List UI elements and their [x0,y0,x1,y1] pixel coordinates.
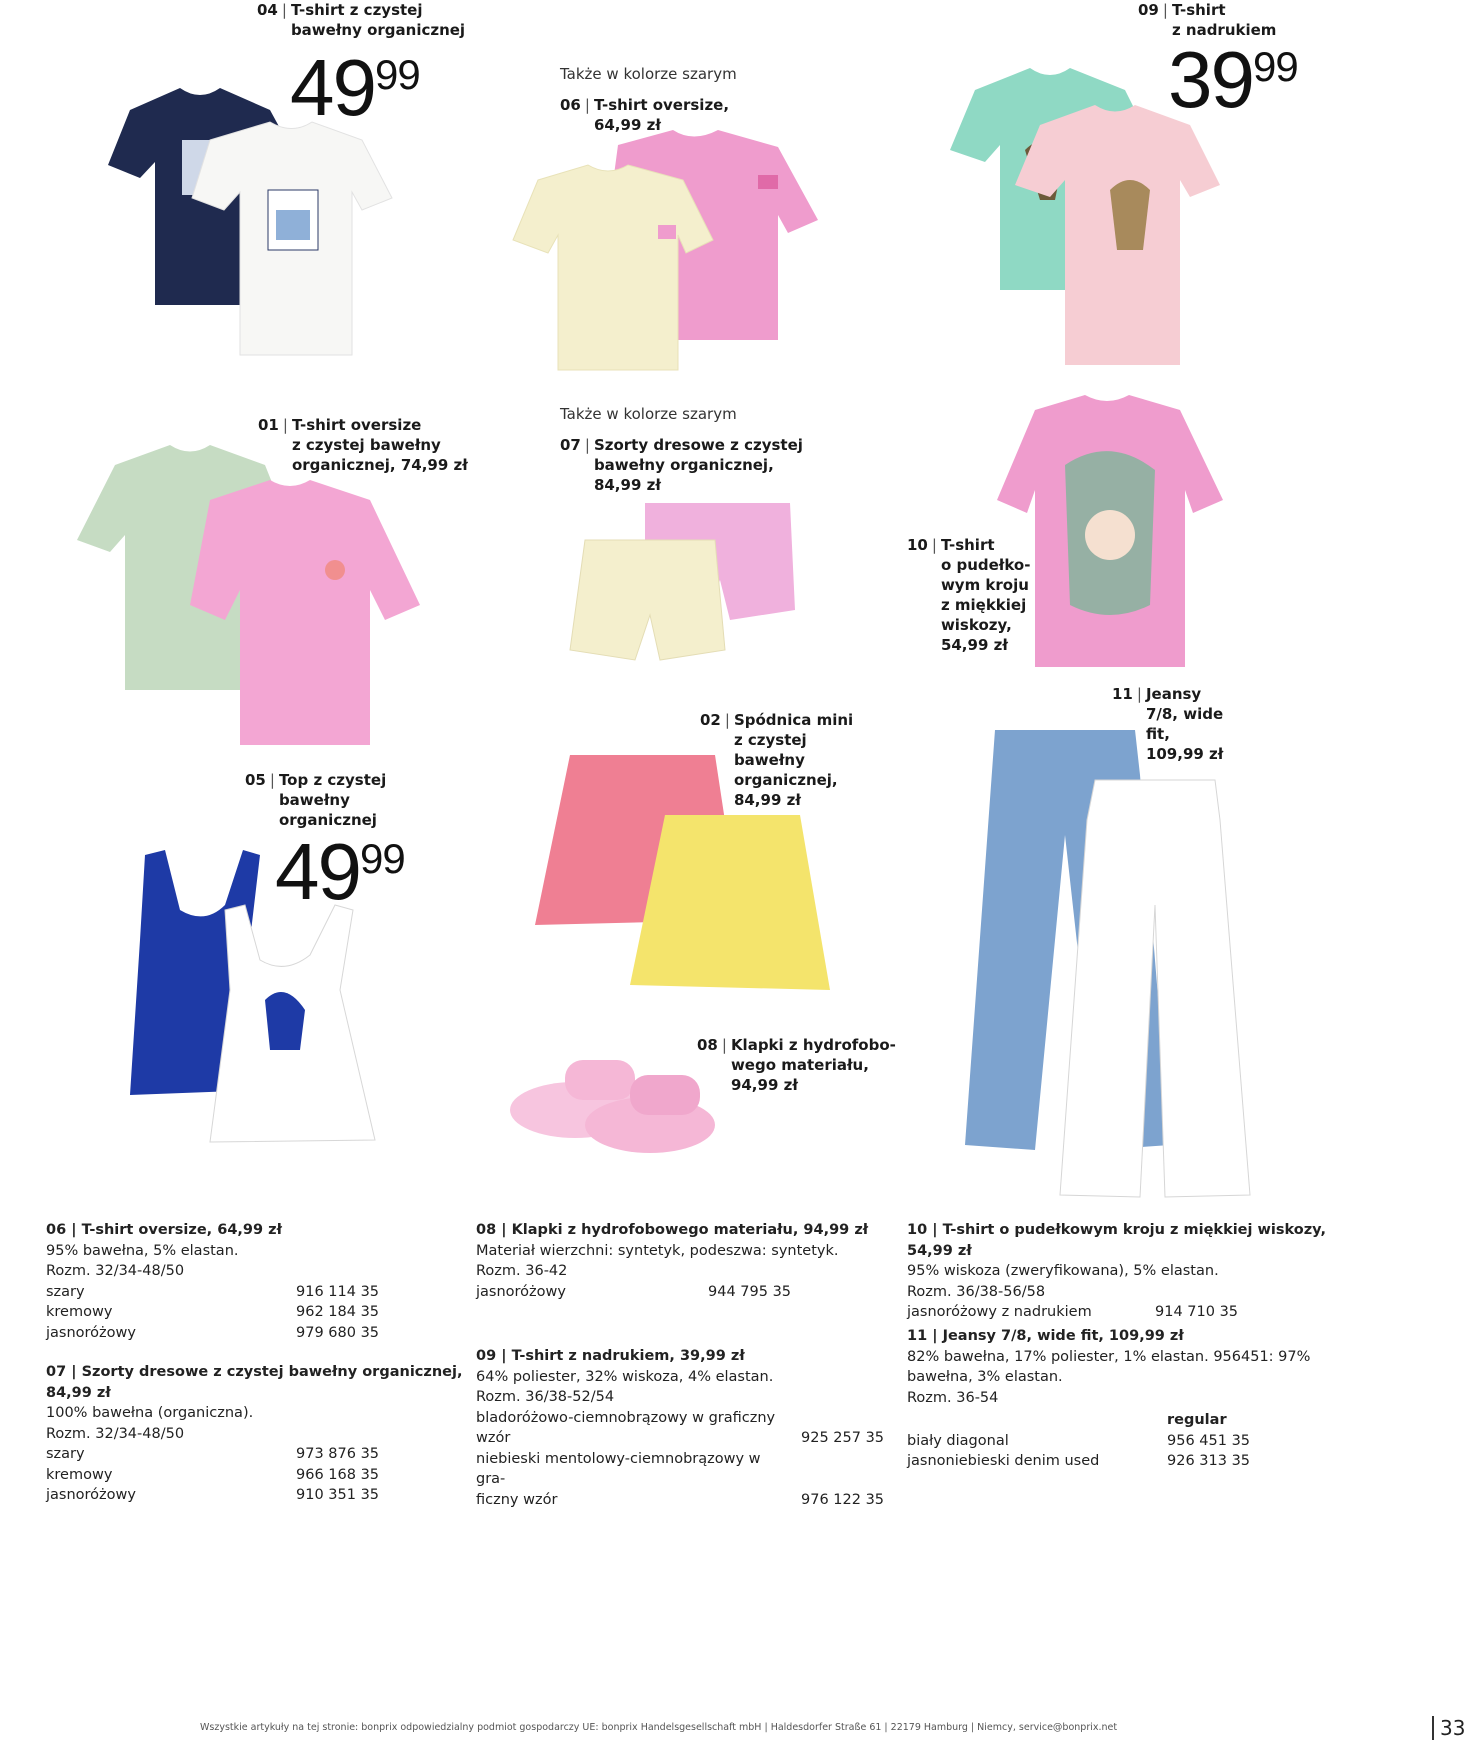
spec-07 [46,1362,466,1506]
label-text: Spódnica mini z czystej bawełny organicznej, 84,99 zł [733,711,854,809]
variant-code: 962 184 35 [296,1304,380,1320]
spec-details: 100% bawełna (organiczna). Rozm. 32/34-48/50 [46,1405,254,1442]
label-10: 10 | T-shirt o pudełko- wym kroju z miękkiej wiskozy, 54,99 zł [907,536,1031,654]
color-note: Także w kolorze szarym [560,405,737,423]
label-number: 01 [258,416,279,434]
spec-08 [476,1220,886,1302]
spec-details: 64% poliester, 32% wiskoza, 4% elastan. Rozm. 36/38-52/54 [476,1368,774,1405]
label-text: T-shirt oversize z czystej bawełny organicznej, 74,99 zł [291,416,468,474]
table-row [476,1449,884,1511]
table-row [46,1465,379,1486]
variant-color: jasnoróżowy [46,1487,136,1503]
label-number: 07 [560,436,581,454]
spec-title: 07 | Szorty dresowe z czystej bawełny organicznej, 84,99 zł [46,1364,463,1401]
label-text: Jeansy 7/8, wide fit, 109,99 zł [1145,685,1224,763]
variant-code: 973 876 35 [296,1446,380,1462]
table-row [476,1408,884,1449]
price-main: 49 [290,43,375,132]
spec-title: 09 | T-shirt z nadrukiem, 39,99 zł [476,1348,745,1364]
variant-table [476,1282,791,1303]
label-11: 11 | Jeansy 7/8, wide fit, 109,99 zł [1112,685,1224,763]
label-09: 09 | T-shirt z nadrukiem [1138,1,1277,39]
table-row [476,1282,791,1303]
table-header-row [907,1410,1250,1431]
variant-code: 925 257 35 [801,1430,885,1446]
variant-table [476,1408,884,1511]
color-note: Także w kolorze szarym [560,65,737,83]
variant-color: kremowy [46,1304,113,1320]
price-04 [290,43,420,132]
label-08: 08 | Klapki z hydrofobo- wego materiału, 94,99 zł [697,1036,896,1094]
label-07: 07 | Szorty dresowe z czystej bawełny organicznej, 84,99 zł [560,436,803,494]
price-09 [1168,35,1298,124]
variant-color: jasnoróżowy [46,1324,136,1341]
label-04: 04 | T-shirt z czystej bawełny organicznej [257,1,466,39]
spec-title: 11 | Jeansy 7/8, wide fit, 109,99 zł [907,1328,1184,1344]
label-text: T-shirt z czystej bawełny organicznej [290,1,466,39]
label-text: Top z czystej bawełny organicznej [278,771,387,829]
label-text: T-shirt z nadrukiem [1171,1,1277,39]
spec-title: 06 | T-shirt oversize, 64,99 zł [46,1222,282,1238]
price-cents: 99 [359,835,405,882]
variant-code: 926 313 35 [1167,1453,1251,1469]
variant-color: kremowy [46,1466,113,1483]
variant-table [907,1410,1250,1472]
tshirt-06-image [508,125,828,375]
variant-code: 944 795 35 [708,1283,792,1300]
spec-11 [907,1326,1347,1472]
variant-table [907,1302,1238,1323]
label-number: 05 [245,771,266,789]
label-01: 01 | T-shirt oversize z czystej bawełny organicznej, 74,99 zł [258,416,468,474]
label-number: 02 [700,711,721,729]
variant-color: biały diagonal [907,1432,1009,1449]
page-number: 33 [1432,1716,1465,1740]
label-number: 08 [697,1036,718,1054]
shorts-07-image [565,495,805,670]
label-text: Szorty dresowe z czystej bawełny organicznej, 84,99 zł [593,436,803,494]
spec-title: 10 | T-shirt o pudełkowym kroju z miękkiej wiskozy, 54,99 zł [907,1222,1327,1259]
variant-color: szary [46,1446,85,1462]
slides-08-image [505,1025,720,1160]
variant-code: 979 680 35 [296,1324,380,1341]
table-row [907,1451,1250,1472]
spec-09 [476,1346,886,1510]
table-row [46,1444,379,1465]
table-row [907,1431,1250,1452]
variant-color: jasnoróżowy [476,1283,566,1300]
label-text: Klapki z hydrofobo- wego materiału, 94,99 zł [730,1036,896,1094]
variant-color: bladoróżowo-ciemnobrązowy w graficzny wzór [476,1409,776,1446]
legal-footer: Wszystkie artykuły na tej stronie: bonprix odpowiedzialny podmiot gospodarczy UE: bonprix Handelsgesellschaft mbH | Haldesdorfer Straße 61 | 22179 Hamburg | Niemcy, service@bonprix.net [200,1722,1118,1733]
table-row [907,1302,1238,1323]
size-column-header: regular [1167,1412,1227,1428]
variant-color: jasnoróżowy z nadrukiem [907,1304,1092,1320]
spec-10 [907,1220,1347,1323]
price-cents: 99 [1252,43,1298,90]
label-number: 04 [257,1,278,19]
variant-table [46,1444,379,1506]
tshirt-01-image [75,440,425,750]
price-cents: 99 [374,51,420,98]
label-05: 05 | Top z czystej bawełny organicznej [245,771,387,829]
label-number: 11 [1112,685,1133,703]
spec-06 [46,1220,446,1343]
variant-code: 976 122 35 [801,1491,885,1508]
spec-details: 82% bawełna, 17% poliester, 1% elastan. 956451: 97% bawełna, 3% elastan. Rozm. 36-54 [907,1348,1311,1406]
table-row [46,1323,379,1344]
price-main: 39 [1168,35,1253,124]
variant-color: szary [46,1283,85,1300]
variant-table [46,1282,379,1344]
label-02: 02 | Spódnica mini z czystej bawełny organicznej, 84,99 zł [700,711,854,809]
variant-code: 910 351 35 [296,1487,380,1503]
price-05 [275,827,405,916]
jeans-11-image [965,725,1255,1205]
label-06: 06 | T-shirt oversize, 64,99 zł [560,96,730,134]
spec-title: 08 | Klapki z hydrofobowego materiału, 94,99 zł [476,1222,869,1238]
label-number: 10 [907,536,928,554]
table-row [46,1485,379,1506]
price-main: 49 [275,827,360,916]
label-number: 06 [560,96,581,114]
spec-details: 95% bawełna, 5% elastan. Rozm. 32/34-48/50 [46,1242,239,1279]
label-number: 09 [1138,1,1159,19]
variant-color: niebieski mentolowy-ciemnobrązowy w gra- ficzny wzór [476,1450,761,1508]
label-text: T-shirt o pudełko- wym kroju z miękkiej wiskozy, 54,99 zł [940,536,1031,654]
spec-details: Materiał wierzchni: syntetyk, podeszwa: syntetyk. Rozm. 36-42 [476,1242,839,1279]
variant-color: jasnoniebieski denim used [907,1453,1100,1469]
label-text: T-shirt oversize, 64,99 zł [593,96,730,134]
variant-code: 966 168 35 [296,1466,380,1483]
table-row [46,1302,379,1323]
spec-details: 95% wiskoza (zweryfikowana), 5% elastan. Rozm. 36/38-56/58 [907,1263,1219,1300]
variant-code: 956 451 35 [1167,1432,1251,1449]
variant-code: 914 710 35 [1155,1304,1239,1320]
table-row [46,1282,379,1303]
variant-code: 916 114 35 [296,1283,380,1300]
